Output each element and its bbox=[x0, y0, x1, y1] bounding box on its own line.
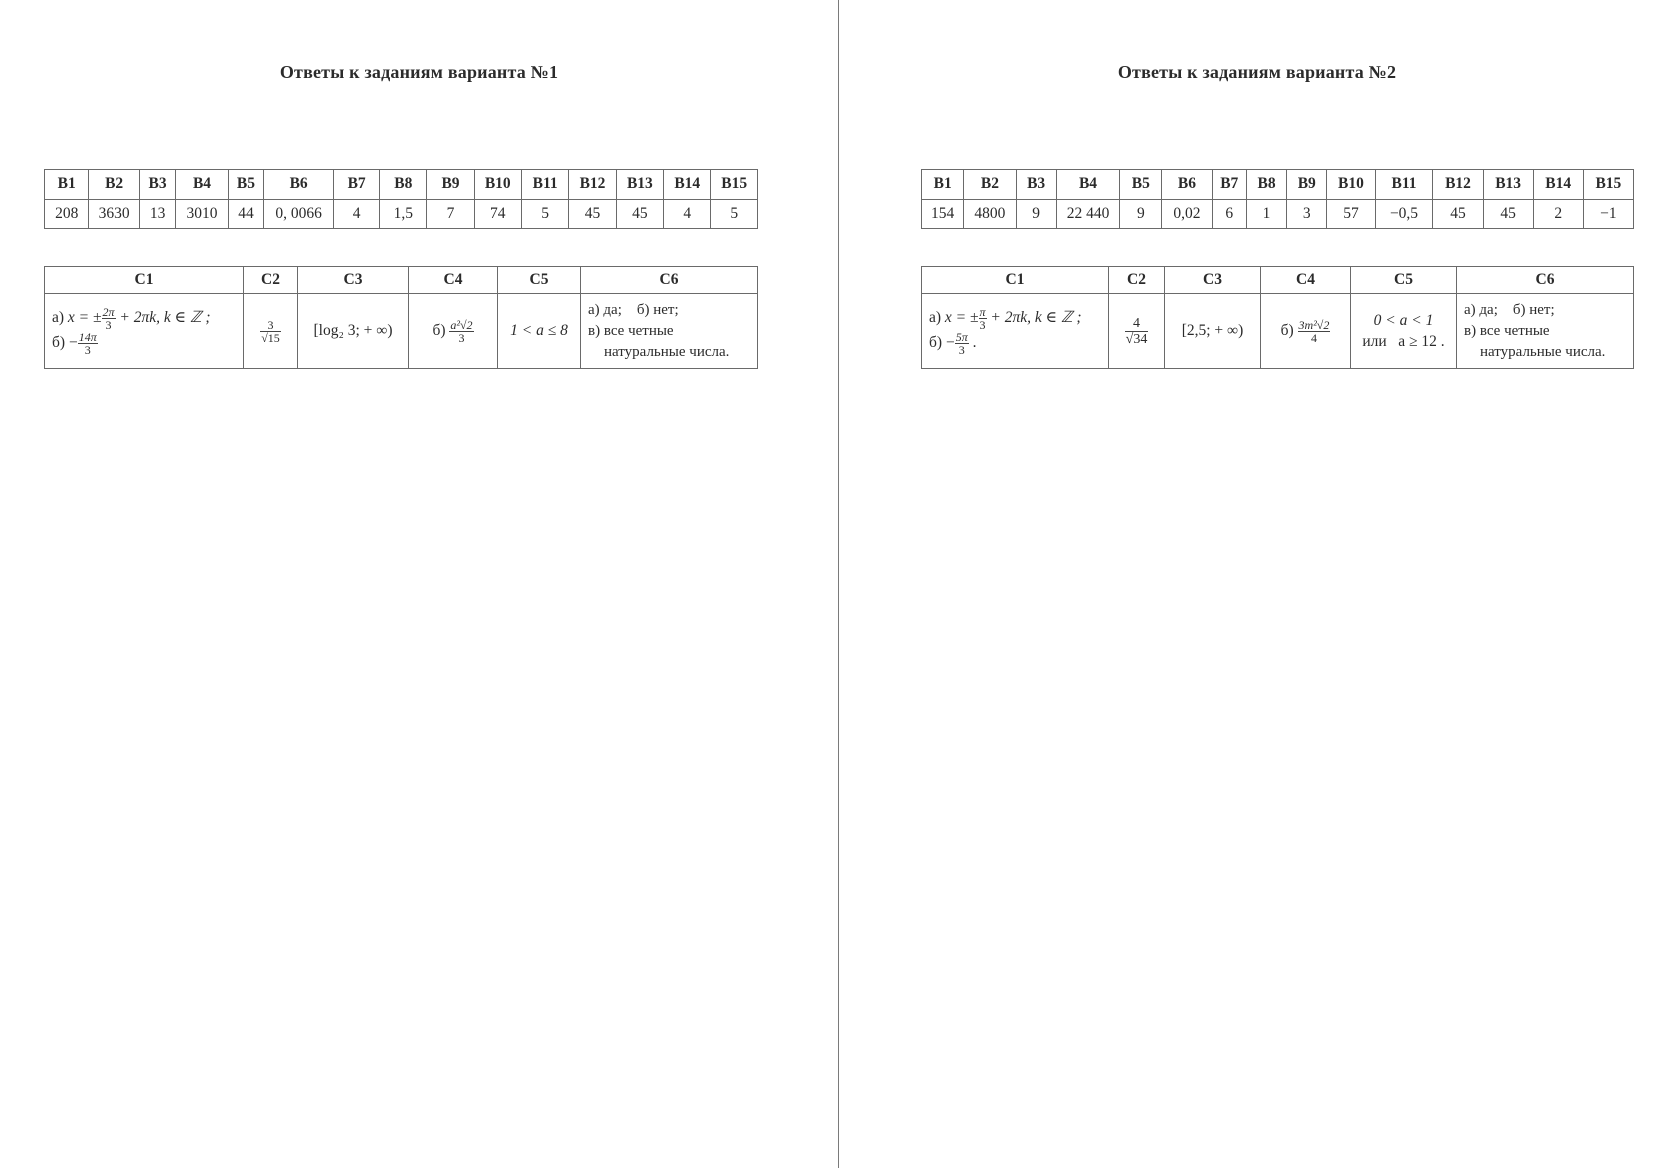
b-answers-table bbox=[44, 169, 758, 229]
b-header: B6 bbox=[264, 170, 334, 200]
b-header: B1 bbox=[922, 170, 964, 200]
b-value: 45 bbox=[616, 199, 663, 229]
b-header: B12 bbox=[569, 170, 616, 200]
b-header: B12 bbox=[1433, 170, 1483, 200]
b-header: B9 bbox=[427, 170, 474, 200]
b-value: 4 bbox=[334, 199, 380, 229]
c1-line-a: а) x = ± $\frac{2\pi}{3}$ + 2πk, k ∈ ℤ ; bbox=[52, 305, 211, 332]
c1-answer bbox=[45, 294, 244, 369]
fraction: $\frac{\text{3m²√2}}{4}$ bbox=[1298, 317, 1330, 345]
b-header: B10 bbox=[474, 170, 521, 200]
fraction: $\frac{4}{√34}$ bbox=[1125, 315, 1148, 347]
b-value: 3 bbox=[1287, 199, 1327, 229]
b-header: B10 bbox=[1327, 170, 1375, 200]
fraction: $\frac{2\pi}{3}$ bbox=[102, 305, 115, 332]
c4-answer: б) $\frac{\text{a²√2}}{3}$ bbox=[409, 294, 498, 369]
b-header: B3 bbox=[139, 170, 175, 200]
c-header: C6 bbox=[581, 267, 758, 294]
fraction: $\frac{\pi}{3}$ bbox=[979, 305, 986, 332]
c-header: C2 bbox=[244, 267, 298, 294]
b-header: B2 bbox=[964, 170, 1016, 200]
b-value: 9 bbox=[1016, 199, 1056, 229]
b-value: 5 bbox=[711, 199, 758, 229]
b-header: B14 bbox=[664, 170, 711, 200]
b-header: B1 bbox=[45, 170, 89, 200]
c1-answer bbox=[922, 294, 1109, 369]
c1-line-b: б) − $\frac{5\pi}{3}$ . bbox=[929, 330, 977, 357]
c-header-row bbox=[922, 267, 1634, 294]
c5-answer: 1 < a ≤ 8 bbox=[498, 294, 581, 369]
c-header: C1 bbox=[922, 267, 1109, 294]
b-header: B11 bbox=[1375, 170, 1433, 200]
c-header: C3 bbox=[298, 267, 409, 294]
b-header: B2 bbox=[89, 170, 139, 200]
b-header: B7 bbox=[1212, 170, 1246, 200]
b-value: −1 bbox=[1583, 199, 1633, 229]
b-header: B7 bbox=[334, 170, 380, 200]
c-header: C3 bbox=[1165, 267, 1261, 294]
c-header: C5 bbox=[498, 267, 581, 294]
b-value: 208 bbox=[45, 199, 89, 229]
b-header: B15 bbox=[1583, 170, 1633, 200]
c-header: C2 bbox=[1109, 267, 1165, 294]
b-value-row bbox=[45, 199, 758, 229]
b-value: 13 bbox=[139, 199, 175, 229]
c2-answer bbox=[1109, 294, 1165, 369]
b-value: 1 bbox=[1246, 199, 1286, 229]
b-value: 22 440 bbox=[1056, 199, 1120, 229]
b-header: B8 bbox=[1246, 170, 1286, 200]
b-value: 74 bbox=[474, 199, 521, 229]
c-header: C6 bbox=[1457, 267, 1634, 294]
b-header-row bbox=[922, 170, 1634, 200]
b-header: B9 bbox=[1287, 170, 1327, 200]
b-value: 2 bbox=[1533, 199, 1583, 229]
b-header: B6 bbox=[1162, 170, 1212, 200]
b-value-row bbox=[922, 199, 1634, 229]
c3-answer: [log₂ 3; + ∞) bbox=[298, 294, 409, 369]
b-header: B5 bbox=[1120, 170, 1162, 200]
c-header: C4 bbox=[1261, 267, 1351, 294]
c-header: C5 bbox=[1351, 267, 1457, 294]
b-value: 44 bbox=[228, 199, 264, 229]
b-value: 0,02 bbox=[1162, 199, 1212, 229]
b-header: B14 bbox=[1533, 170, 1583, 200]
b-header: B8 bbox=[380, 170, 427, 200]
b-value: 5 bbox=[521, 199, 568, 229]
b-value: 7 bbox=[427, 199, 474, 229]
c3-answer: [2,5; + ∞) bbox=[1165, 294, 1261, 369]
b-value: 57 bbox=[1327, 199, 1375, 229]
c1-line-b: б) − $\frac{14\pi}{3}$ bbox=[52, 330, 97, 357]
c1-line-a: а) x = ± $\frac{\pi}{3}$ + 2πk, k ∈ ℤ ; bbox=[929, 305, 1082, 332]
b-header: B5 bbox=[228, 170, 264, 200]
page-title: Ответы к заданиям варианта №2 bbox=[1117, 62, 1397, 82]
c5-answer: 0 < a < 1 или a ≥ 12 . bbox=[1351, 294, 1457, 369]
c-answers-table bbox=[44, 266, 758, 369]
b-value: 4800 bbox=[964, 199, 1016, 229]
b-header: B15 bbox=[711, 170, 758, 200]
c-value-row bbox=[922, 294, 1634, 369]
b-header: B3 bbox=[1016, 170, 1056, 200]
c6-answer: а) да; б) нет; в) все четные натуральные числа. bbox=[581, 294, 758, 369]
b-value: −0,5 bbox=[1375, 199, 1433, 229]
b-value: 3630 bbox=[89, 199, 139, 229]
b-value: 45 bbox=[569, 199, 616, 229]
c2-answer bbox=[244, 294, 298, 369]
b-header: B13 bbox=[1483, 170, 1533, 200]
b-value: 4 bbox=[664, 199, 711, 229]
c6-answer: а) да; б) нет; в) все четные натуральные числа. bbox=[1457, 294, 1634, 369]
page-variant-2 bbox=[839, 0, 1675, 1168]
b-value: 154 bbox=[922, 199, 964, 229]
b-header-row bbox=[45, 170, 758, 200]
c-header: C1 bbox=[45, 267, 244, 294]
b-value: 45 bbox=[1483, 199, 1533, 229]
fraction: $\frac{3}{√15}$ bbox=[261, 317, 280, 345]
b-value: 3010 bbox=[176, 199, 228, 229]
b-value: 6 bbox=[1212, 199, 1246, 229]
b-value: 1,5 bbox=[380, 199, 427, 229]
b-header: B11 bbox=[521, 170, 568, 200]
c4-answer: б) $\frac{\text{3m²√2}}{4}$ bbox=[1261, 294, 1351, 369]
b-header: B4 bbox=[176, 170, 228, 200]
b-header: B4 bbox=[1056, 170, 1120, 200]
c-header: C4 bbox=[409, 267, 498, 294]
b-header: B13 bbox=[616, 170, 663, 200]
fraction: $\frac{14\pi}{3}$ bbox=[78, 330, 97, 357]
c-answers-table bbox=[921, 266, 1634, 369]
fraction: $\frac{5\pi}{3}$ bbox=[955, 330, 968, 357]
fraction: $\frac{\text{a²√2}}{3}$ bbox=[450, 317, 473, 345]
page-title: Ответы к заданиям варианта №1 bbox=[279, 62, 559, 82]
c-value-row bbox=[45, 294, 758, 369]
b-value: 45 bbox=[1433, 199, 1483, 229]
b-answers-table bbox=[921, 169, 1634, 229]
b-value: 0, 0066 bbox=[264, 199, 334, 229]
c-header-row bbox=[45, 267, 758, 294]
b-value: 9 bbox=[1120, 199, 1162, 229]
